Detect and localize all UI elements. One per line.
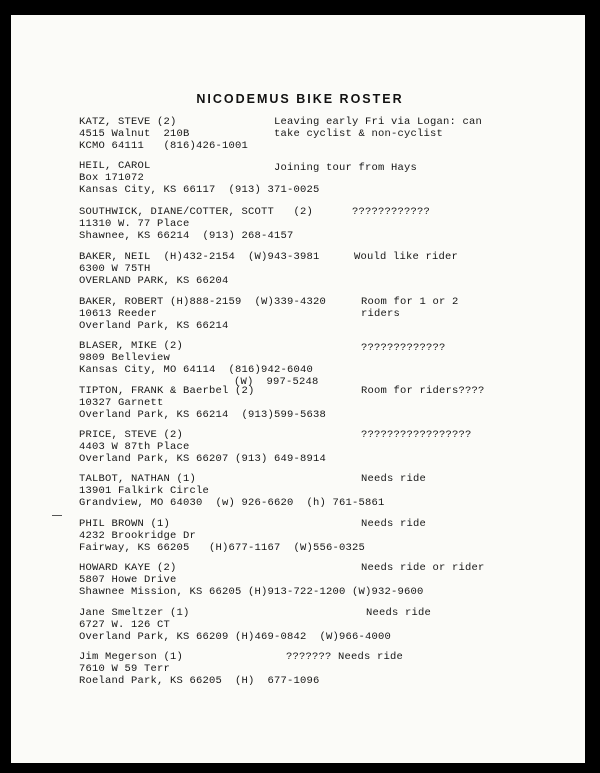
entry-address: 13901 Falkirk Circle [79,485,210,497]
entry-note: Needs ride [361,518,427,530]
entry-note: Needs ride [366,607,432,619]
entry-note: Leaving early Fri via Logan: can [274,116,483,128]
entry-city-phone: OVERLAND PARK, KS 66204 [79,275,229,287]
entry-address: 4232 Brookridge Dr [79,530,197,542]
entry-city-phone: Overland Park, KS 66207 (913) 649-8914 [79,453,327,465]
entry-address: 7610 W 59 Terr [79,663,171,675]
entry-address: Box 171072 [79,172,145,184]
entry-note: riders [361,308,401,320]
entry-name: SOUTHWICK, DIANE/COTTER, SCOTT (2) ???????????? [79,206,431,218]
entry-address: 4403 W 87th Place [79,441,190,453]
entry-note: Needs ride or rider [361,562,485,574]
entry-name: HEIL, CAROL [79,160,151,172]
entry-name: BLASER, MIKE (2) [79,340,184,352]
entry-city-phone: Fairway, KS 66205 (H)677-1167 (W)556-0325 [79,542,366,554]
entry-address: 6300 W 75TH [79,263,151,275]
entry-note: Would like rider [354,251,459,263]
entry-city-phone: Overland Park, KS 66214 (913)599-5638 [79,409,327,421]
document-title: NICODEMUS BIKE ROSTER [196,92,404,106]
entry-address: 6727 W. 126 CT [79,619,171,631]
entry-city-phone: KCMO 64111 (816)426-1001 [79,140,249,152]
entry-note: take cyclist & non-cyclist [274,128,444,140]
entry-address: 4515 Walnut 210B [79,128,190,140]
entry-name: BAKER, NEIL (H)432-2154 (W)943-3981 [79,251,320,263]
entry-name: PHIL BROWN (1) [79,518,171,530]
entry-note: ??????? Needs ride [286,651,404,663]
entry-address: 11310 W. 77 Place [79,218,190,230]
entry-work-phone: (W) 997-5248 [234,376,319,388]
entry-city-phone: Shawnee, KS 66214 (913) 268-4157 [79,230,294,242]
entry-city-phone: Kansas City, KS 66117 (913) 371-0025 [79,184,320,196]
entry-name: PRICE, STEVE (2) [79,429,184,441]
entry-address: 5807 Howe Drive [79,574,177,586]
entry-name: HOWARD KAYE (2) [79,562,177,574]
entry-name: KATZ, STEVE (2) [79,116,177,128]
entry-city-phone: Overland Park, KS 66214 [79,320,229,332]
entry-note: Room for riders???? [361,385,485,397]
margin-mark [52,515,62,516]
entry-note: Room for 1 or 2 [361,296,459,308]
entry-note: ????????????? [361,342,446,354]
entry-city-phone: Roeland Park, KS 66205 (H) 677-1096 [79,675,320,687]
entry-city-phone: Shawnee Mission, KS 66205 (H)913-722-1200 (W)932-9600 [79,586,424,598]
entry-name: Jim Megerson (1) [79,651,184,663]
entry-address: 10327 Garnett [79,397,164,409]
entry-name: TIPTON, FRANK & Baerbel (2) [79,385,255,397]
entry-city-phone: Kansas City, MO 64114 (816)942-6040 [79,364,314,376]
entry-note: Joining tour from Hays [274,162,418,174]
entry-name: TALBOT, NATHAN (1) [79,473,197,485]
entry-note: ????????????????? [361,429,472,441]
entry-city-phone: Overland Park, KS 66209 (H)469-0842 (W)966-4000 [79,631,392,643]
entry-city-phone: Grandview, MO 64030 (w) 926-6620 (h) 761-5861 [79,497,385,509]
entry-name: BAKER, ROBERT (H)888-2159 (W)339-4320 [79,296,327,308]
entry-address: 10613 Reeder [79,308,158,320]
entry-address: 9809 Belleview [79,352,171,364]
entry-name: Jane Smeltzer (1) [79,607,190,619]
entry-note: Needs ride [361,473,427,485]
